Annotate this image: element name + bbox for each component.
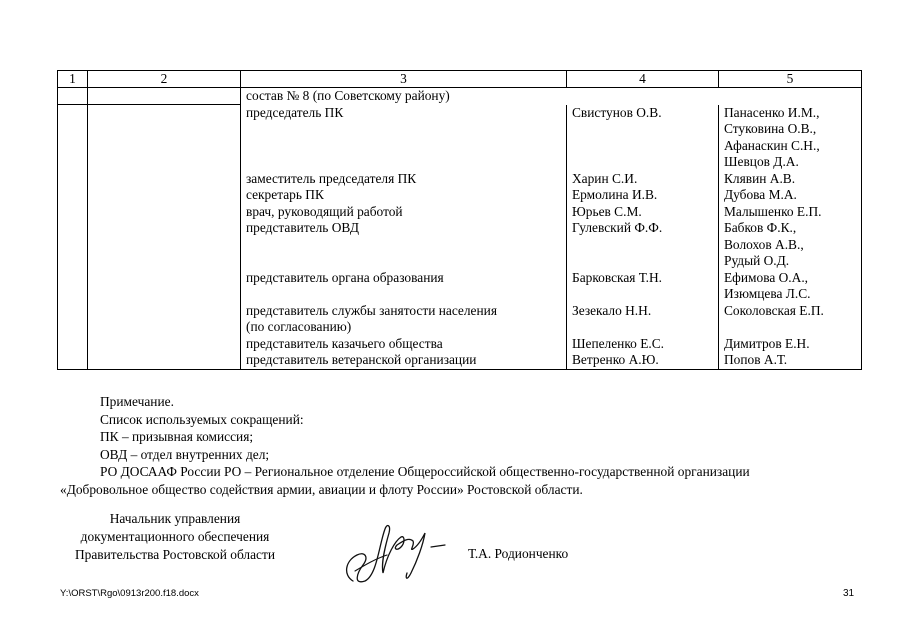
header-col-2: 2	[88, 71, 241, 88]
member-role	[246, 138, 566, 155]
member-name: Ермолина И.В.	[572, 187, 658, 202]
member-role: представитель ветеранской организации	[246, 352, 477, 367]
member-role: представитель ОВД	[246, 220, 359, 235]
header-col-3: 3	[241, 71, 567, 88]
member-name	[572, 319, 718, 336]
handwritten-signature	[335, 515, 450, 590]
main-member-column	[567, 105, 719, 370]
member-name: Свистунов О.В.	[572, 104, 662, 120]
commission-table	[57, 70, 862, 370]
reserve-member-name: Соколовская Е.П.	[724, 302, 824, 318]
reserve-member-name: Афанаскин С.Н.,	[724, 137, 820, 153]
section-row	[58, 88, 862, 105]
reserve-member-name: Клявин А.В.	[724, 170, 796, 186]
members-body-row	[58, 105, 862, 370]
section-title: состав № 8 (по Советскому району)	[241, 88, 862, 105]
member-name	[572, 286, 718, 303]
member-name: Зезекало Н.Н.	[572, 302, 652, 318]
reserve-member-name: Попов А.Т.	[724, 352, 788, 367]
member-name	[572, 121, 718, 138]
member-role	[246, 237, 566, 254]
signatory-position-line: Правительства Ростовской области	[74, 547, 276, 562]
signatory-position-line: Начальник управления	[109, 511, 241, 526]
table-header-row	[58, 71, 862, 88]
abbreviation-item: ПК – призывная комиссия;	[100, 429, 254, 444]
member-role: представитель службы занятости населения	[246, 302, 497, 318]
member-name: Барковская Т.Н.	[572, 269, 662, 285]
abbreviation-item-long-line-1: РО ДОСААФ России РО – Региональное отделение Общероссийской общественно-государственной организации	[100, 464, 750, 479]
abbreviation-item-long-line-2: «Добровольное общество содействия армии, авиации и флоту России» Ростовской области.	[60, 481, 583, 497]
header-col-5: 5	[719, 71, 862, 88]
member-name: Гулевский Ф.Ф.	[572, 220, 663, 235]
section-cell-2	[88, 88, 241, 105]
member-name: Ветренко А.Ю.	[572, 352, 659, 367]
notes-block	[60, 393, 862, 498]
header-col-4: 4	[567, 71, 719, 88]
abbreviations-title: Список используемых сокращений:	[100, 411, 304, 427]
signatory-position-line: документационного обеспечения	[80, 529, 270, 544]
member-role: представитель органа образования	[246, 269, 444, 285]
member-name	[572, 154, 718, 171]
body-cell-2	[88, 105, 241, 370]
reserve-member-name: Бабков Ф.К.,	[724, 220, 797, 235]
member-name: Юрьев С.М.	[572, 203, 642, 219]
reserve-member-name: Панасенко И.М.,	[724, 104, 820, 120]
member-role	[246, 121, 566, 138]
section-cell-1	[58, 88, 88, 105]
member-role: секретарь ПК	[246, 187, 324, 202]
member-role: представитель казачьего общества	[246, 335, 443, 351]
member-name	[572, 253, 718, 270]
member-role: заместитель председателя ПК	[246, 170, 417, 186]
member-role: председатель ПК	[246, 104, 344, 120]
reserve-member-name	[724, 319, 861, 336]
reserve-member-name: Изюмцева Л.С.	[724, 286, 811, 301]
notes-title: Примечание.	[100, 394, 174, 409]
reserve-member-name: Ефимова О.А.,	[724, 269, 809, 285]
signatory-position	[60, 510, 290, 564]
reserve-member-name: Димитров Е.Н.	[724, 335, 810, 351]
reserve-member-name: Малышенко Е.П.	[724, 203, 822, 219]
member-name: Харин С.И.	[572, 170, 638, 186]
member-role	[246, 286, 566, 303]
header-col-1: 1	[58, 71, 88, 88]
reserve-member-name: Дубова М.А.	[724, 187, 797, 202]
body-cell-1	[58, 105, 88, 370]
member-role: (по согласованию)	[246, 319, 352, 334]
reserve-member-name: Рудый О.Д.	[724, 253, 790, 268]
role-column	[241, 105, 567, 370]
member-role: врач, руководящий работой	[246, 203, 403, 219]
member-name	[572, 138, 718, 155]
reserve-member-name: Стуковина О.В.,	[724, 121, 817, 136]
member-role	[246, 154, 566, 171]
file-path: Y:\ORST\Rgo\0913r200.f18.docx	[60, 588, 199, 599]
member-name: Шепеленко Е.С.	[572, 335, 665, 351]
member-role	[246, 253, 566, 270]
reserve-member-column	[719, 105, 862, 370]
signatory-name: Т.А. Родионченко	[468, 546, 569, 561]
reserve-member-name: Шевцов Д.А.	[724, 154, 799, 169]
reserve-member-name: Волохов А.В.,	[724, 236, 804, 252]
page-number: 31	[843, 588, 855, 599]
member-name	[572, 237, 718, 254]
abbreviation-item: ОВД – отдел внутренних дел;	[100, 446, 270, 462]
